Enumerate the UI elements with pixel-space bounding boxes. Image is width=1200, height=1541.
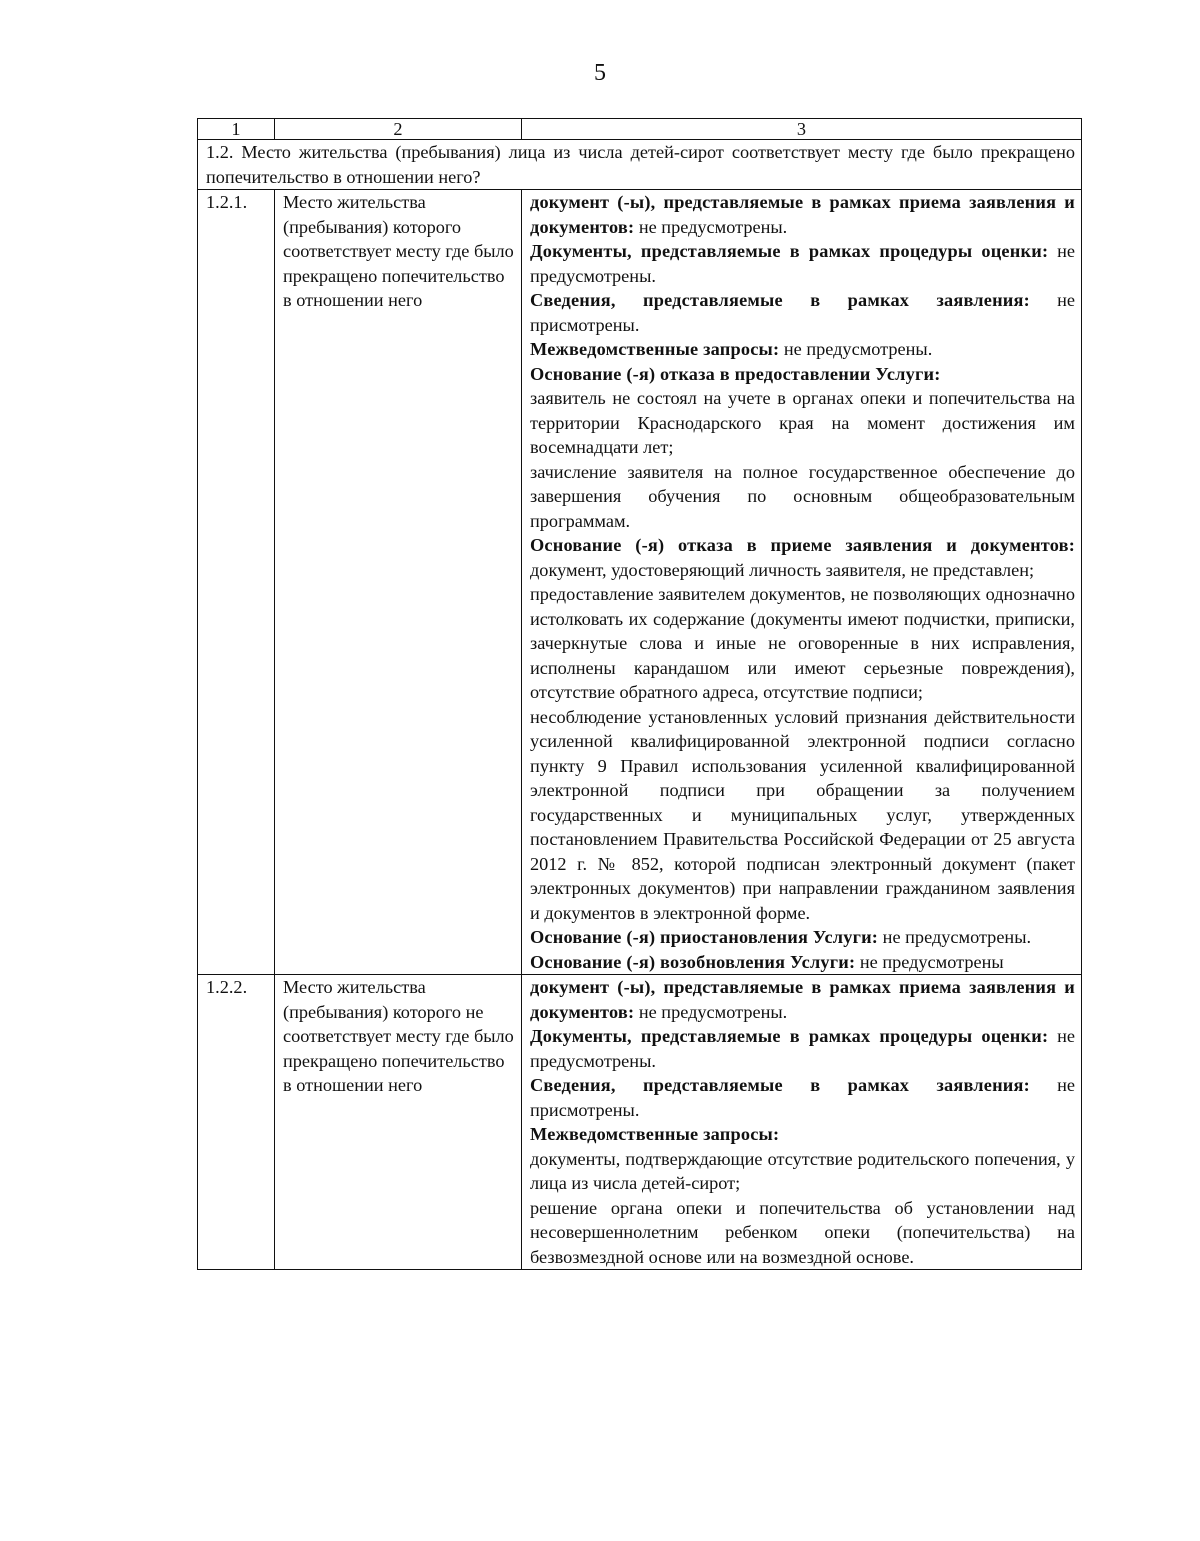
detail-paragraph: несоблюдение установленных условий признания действительности усиленной квалифицированной электронной подписи согласно пункту 9 Правил использования усиленной квалифицированной электронной подписи при обращении за получением государственных и муниципальных услуг, утвержденных постановлением Правительства Российской Федерации от 25 августа 2012 г. № 852, которой подписан электронный документ (пакет электронных документов) при направлении гражданином заявления и документов в электронной форме.: [530, 706, 1075, 923]
detail-paragraph: документ (-ы), представляемые в рамках приема заявления и документов: не предусмотрены.: [530, 192, 1075, 237]
detail-paragraph: Основание (-я) возобновления Услуги: не предусмотрены: [530, 951, 1004, 972]
table-row: [198, 190, 1082, 975]
header-cell-2: 2: [275, 119, 522, 140]
header-cell-3: 3: [522, 119, 1082, 140]
section-title: 1.2. Место жительства (пребывания) лица из числа детей-сирот соответствует месту где было прекращено попечительство в отношении него?: [198, 140, 1082, 190]
row-criterion: Место жительства (пребывания) которого соответствует месту где было прекращено попечительство в отношении него: [275, 190, 522, 975]
row-number: 1.2.1.: [198, 190, 275, 975]
detail-paragraph: документ (-ы), представляемые в рамках приема заявления и документов: не предусмотрены.: [530, 977, 1075, 1022]
requirements-table: [197, 118, 1082, 1270]
detail-paragraph: зачисление заявителя на полное государственное обеспечение до завершения обучения по основным общеобразовательным программам.: [530, 461, 1075, 531]
detail-paragraph: Сведения, представляемые в рамках заявления: не присмотрены.: [530, 1075, 1076, 1120]
detail-paragraph: Межведомственные запросы: не предусмотрены.: [530, 339, 933, 359]
detail-paragraph: Сведения, представляемые в рамках заявления: не присмотрены.: [530, 290, 1076, 335]
detail-paragraph: документы, подтверждающие отсутствие родительского попечения, у лица из числа детей-сирот;: [530, 1148, 1075, 1193]
page-number: 5: [594, 60, 606, 86]
detail-paragraph: Основание (-я) отказа в предоставлении Услуги:: [530, 363, 941, 384]
row-criterion: Место жительства (пребывания) которого не соответствует месту где было прекращено попечительство в отношении него: [275, 975, 522, 1270]
header-cell-1: 1: [198, 119, 275, 140]
table-header-row: [198, 119, 1082, 140]
section-row: [198, 140, 1082, 190]
row-details: [522, 190, 1082, 975]
detail-paragraph: заявитель не состоял на учете в органах опеки и попечительства на территории Краснодарского края на момент достижения им восемнадцати лет;: [530, 388, 1075, 457]
row-number: 1.2.2.: [198, 975, 275, 1270]
detail-paragraph: Межведомственные запросы:: [530, 1124, 780, 1144]
detail-paragraph: Основание (-я) отказа в приеме заявления и документов: документ, удостоверяющий личность заявителя, не представлен;: [530, 535, 1075, 580]
detail-paragraph: решение органа опеки и попечительства об установлении над несовершеннолетним ребенком опеки (попечительства) на безвозмездной основе или на возмездной основе.: [530, 1197, 1075, 1267]
detail-paragraph: предоставление заявителем документов, не позволяющих однозначно истолковать их содержание (документы имеют подчистки, приписки, зачеркнутые слова и иные не оговоренные в них исправления, исполнены карандашом или имеют серьезные повреждения), отсутствие обратного адреса, отсутствие подписи;: [530, 584, 1075, 702]
detail-paragraph: Документы, представляемые в рамках процедуры оценки: не предусмотрены.: [530, 241, 1075, 286]
table-row: [198, 975, 1082, 1270]
detail-paragraph: Документы, представляемые в рамках процедуры оценки: не предусмотрены.: [530, 1026, 1075, 1071]
detail-paragraph: Основание (-я) приостановления Услуги: не предусмотрены.: [530, 927, 1032, 947]
row-details: [522, 975, 1082, 1270]
